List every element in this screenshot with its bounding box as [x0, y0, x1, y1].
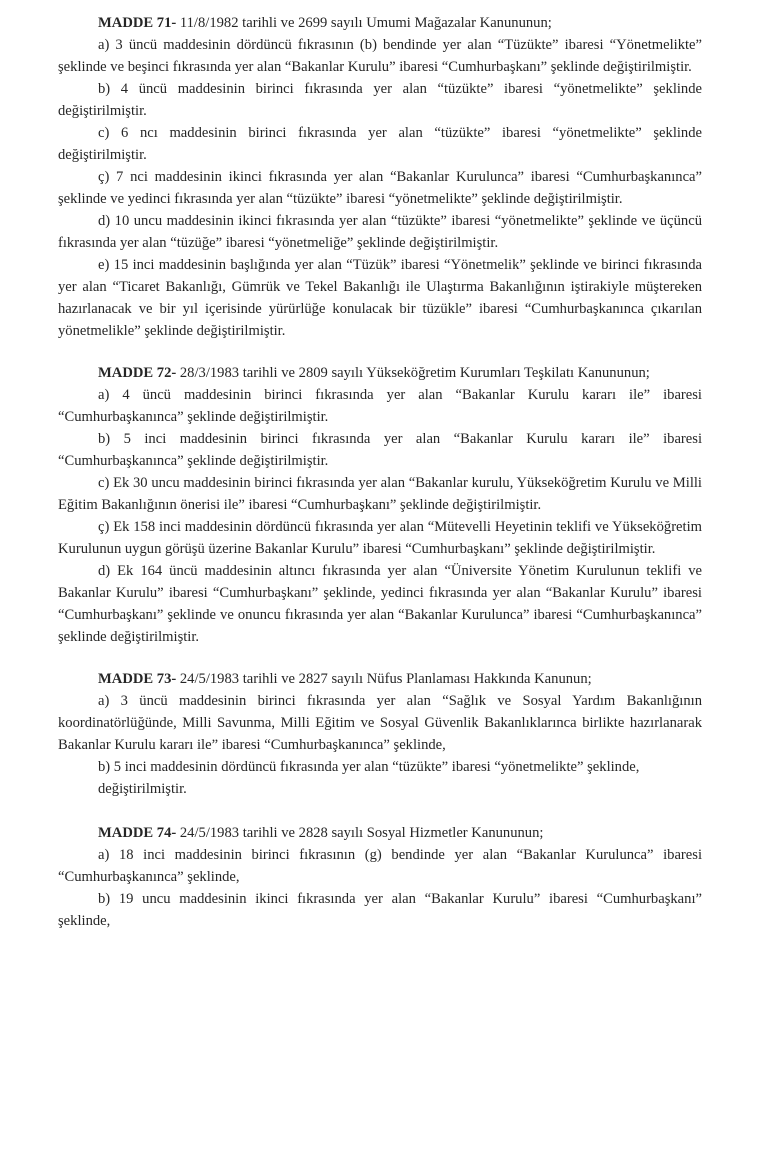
- article-heading: [58, 822, 702, 844]
- article-heading: [58, 12, 702, 34]
- article-73: [58, 668, 702, 800]
- article-title: MADDE 72-: [98, 365, 177, 381]
- article-item: a) 3 üncü maddesinin birinci fıkrasında yer alan “Sağlık ve Sosyal Yardım Bakanlığının koordinatörlüğünde, Milli Savunma, Milli Eğitim ve Sosyal Güvenlik Bakanlıklarınca birlikte hazırlanarak Bakanlar Kurulu kararı ile” ibaresi “Cumhurbaşkanınca” şeklinde,: [58, 693, 702, 753]
- article-item: c) Ek 30 uncu maddesinin birinci fıkrasında yer alan “Bakanlar kurulu, Yükseköğretim Kurulu ve Milli Eğitim Bakanlığının önerisi ile” ibaresi “Cumhurbaşkanı” şeklinde değiştirilmiştir.: [58, 475, 702, 513]
- article-item: a) 4 üncü maddesinin birinci fıkrasında yer alan “Bakanlar Kurulu kararı ile” ibaresi “Cumhurbaşkanınca” şeklinde değiştirilmiştir.: [58, 387, 702, 425]
- article-title: MADDE 71-: [98, 15, 177, 31]
- article-item: b) 19 uncu maddesinin ikinci fıkrasında yer alan “Bakanlar Kurulu” ibaresi “Cumhurbaşkanı” şeklinde,: [58, 891, 702, 929]
- article-item: b) 5 inci maddesinin dördüncü fıkrasında yer alan “tüzükte” ibaresi “yönetmelikte” şeklinde,: [98, 759, 640, 775]
- article-item: d) 10 uncu maddesinin ikinci fıkrasında yer alan “tüzükte” ibaresi “yönetmelikte” şeklinde ve üçüncü fıkrasında yer alan “tüzüğe” ibaresi “yönetmeliğe” şeklinde değiştirilmiştir.: [58, 213, 702, 251]
- article-item: a) 3 üncü maddesinin dördüncü fıkrasının (b) bendinde yer alan “Tüzükte” ibaresi “Yönetmelikte” şeklinde ve beşinci fıkrasında yer alan “Bakanlar Kurulu” ibaresi “Cumhurbaşkanı” şeklinde değiştirilmiştir.: [58, 37, 702, 75]
- article-heading: [58, 668, 702, 690]
- article-item: a) 18 inci maddesinin birinci fıkrasının (g) bendinde yer alan “Bakanlar Kurulunca” ibaresi “Cumhurbaşkanınca” şeklinde,: [58, 847, 702, 885]
- article-spacer: [58, 648, 702, 668]
- article-spacer: [58, 800, 702, 822]
- article-item: d) Ek 164 üncü maddesinin altıncı fıkrasında yer alan “Üniversite Yönetim Kurulunun teklifi ve Bakanlar Kurulu” ibaresi “Cumhurbaşkanı” şeklinde, yedinci fıkrasında yer alan “Bakanlar Kurulu” ibaresi “Cumhurbaşkanı” şeklinde ve onuncu fıkrasında yer alan “Bakanlar Kurulunca” ibaresi “Cumhurbaşkanınca” şeklinde değiştirilmiştir.: [58, 563, 702, 645]
- article-item: ç) 7 nci maddesinin ikinci fıkrasında yer alan “Bakanlar Kurulunca” ibaresi “Cumhurbaşkanınca” şeklinde ve yedinci fıkrasında yer alan “tüzükte” ibaresi “yönetmelikte” şeklinde değiştirilmiştir.: [58, 169, 702, 207]
- article-72: [58, 362, 702, 648]
- article-71: [58, 12, 702, 342]
- article-closing: değiştirilmiştir.: [98, 781, 187, 797]
- article-spacer: [58, 342, 702, 362]
- article-title: MADDE 74-: [98, 825, 177, 841]
- article-item: b) 4 üncü maddesinin birinci fıkrasında yer alan “tüzükte” ibaresi “yönetmelikte” şeklinde değiştirilmiştir.: [58, 81, 702, 119]
- article-intro: 24/5/1983 tarihli ve 2827 sayılı Nüfus Planlaması Hakkında Kanunun;: [176, 671, 592, 687]
- article-74: [58, 822, 702, 932]
- article-item: b) 5 inci maddesinin birinci fıkrasında yer alan “Bakanlar Kurulu kararı ile” ibaresi “Cumhurbaşkanınca” şeklinde değiştirilmiştir.: [58, 431, 702, 469]
- article-item: c) 6 ncı maddesinin birinci fıkrasında yer alan “tüzükte” ibaresi “yönetmelikte” şeklinde değiştirilmiştir.: [58, 125, 702, 163]
- article-intro: 24/5/1983 tarihli ve 2828 sayılı Sosyal Hizmetler Kanununun;: [176, 825, 544, 841]
- article-title: MADDE 73-: [98, 671, 177, 687]
- article-item: ç) Ek 158 inci maddesinin dördüncü fıkrasında yer alan “Mütevelli Heyetinin teklifi ve Yükseköğretim Kurulunun uygun görüşü üzerine Bakanlar Kurulu” ibaresi “Cumhurbaşkanı” şeklinde değiştirilmiştir.: [58, 519, 702, 557]
- article-intro: 11/8/1982 tarihli ve 2699 sayılı Umumi Mağazalar Kanununun;: [176, 15, 552, 31]
- article-item: e) 15 inci maddesinin başlığında yer alan “Tüzük” ibaresi “Yönetmelik” şeklinde ve birinci fıkrasında yer alan “Ticaret Bakanlığı, Gümrük ve Tekel Bakanlığı ile Ulaştırma Bakanlığının iştirakiyle müştereken hazırlanacak ve bir yıl içerisinde yürürlüğe konulacak bir tüzükle” ibaresi “Cumhurbaşkanınca çıkarılan yönetmelikle” şeklinde değiştirilmiştir.: [58, 257, 702, 339]
- article-intro: 28/3/1983 tarihli ve 2809 sayılı Yükseköğretim Kurumları Teşkilatı Kanununun;: [176, 365, 650, 381]
- article-heading: [58, 362, 702, 384]
